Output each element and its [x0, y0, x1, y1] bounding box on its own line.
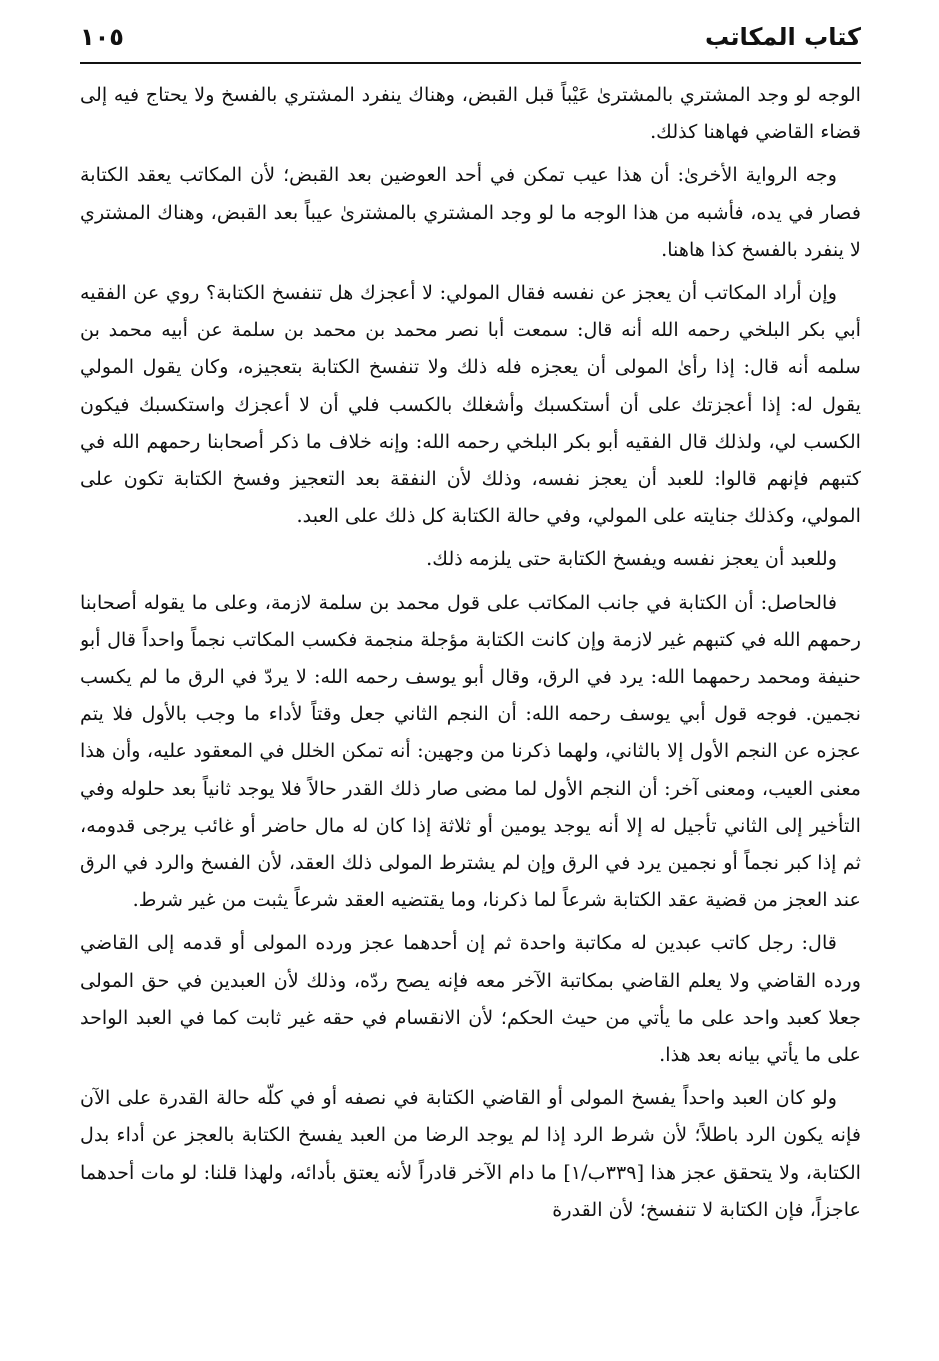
- paragraph: الوجه لو وجد المشتري بالمشترىٰ عَيْباً قبل القبض، وهناك ينفرد المشتري بالفسخ ولا يحتاج فيه إلى قضاء القاضي فهاهنا كذلك.: [80, 83, 861, 144]
- paragraph: فالحاصل: أن الكتابة في جانب المكاتب على قول محمد بن سلمة لازمة، وعلى ما يقوله أصحابنا رحمهم الله في كتبهم غير لازمة وإن كانت الكتابة مؤجلة منجمة فكسب المكاتب نجماً واحداً قال أبو حنيفة ومحمد رحمهما الله: يرد في الرق، وقال أبو يوسف رحمه الله: لا يردّ في الرق ما لم يكسب نجمين. فوجه قول أبي يوسف رحمه الله: أن النجم الثاني جعل وقتاً لأداء ما وجب بالأول فلا يتم عجزه عن النجم الأول إلا بالثاني، ولهما ذكرنا من وجهين: أنه تمكن الخلل في المعقود عليه، وأن هذا معنى العيب، ومعنى آخر: أن النجم الأول لما مضى صار ذلك القدر حالاً فلا يوجد ثانياً بعد حلوله وفي التأخير إلى الثاني تأجيل له إلا أنه يوجد يومين أو ثلاثة إذا كان له مال حاضر أو غائب يرجى قدومه، ثم إذا كبر نجماً أو نجمين يرد في الرق وإن لم يشترط المولى ذلك العقد، لأن الفسخ والرد في الرق عند العجز من قضية عقد الكتابة شرعاً لما ذكرنا، وما يقتضيه العقد شرعاً يثبت من غير شرط.: [80, 590, 861, 912]
- page-body: [80, 76, 861, 1339]
- paragraph: وإن أراد المكاتب أن يعجز عن نفسه فقال المولي: لا أعجزك هل تنفسخ الكتابة؟ روي عن الفقيه أبي بكر البلخي رحمه الله أنه قال: سمعت أبا نصر محمد بن محمد بن سلمة عن أبيه محمد بن سلمه أنه قال: إذا رأىٰ المولى أن يعجزه فله ذلك ولا تنفسخ الكتابة بتعجيزه، وكان يقول المولي يقول له: إذا أعجزتك على أن أستكسبك وأشغلك بالكسب فلي أن لا أعجزك واستكسبك فيكون الكسب لي، ولذلك قال الفقيه أبو بكر البلخي رحمه الله: وإنه خلاف ما ذكر أصحابنا رحمهم الله في كتبهم فإنهم قالوا: للعبد أن يعجز نفسه، وذلك لأن النفقة بعد التعجيز وفسخ الكتابة تكون على المولي، وكذلك جنايته على المولي، وفي حالة الكتابة كل ذلك على العبد.: [80, 281, 861, 528]
- paragraph: وجه الرواية الأخرىٰ: أن هذا عيب تمكن في أحد العوضين بعد القبض؛ لأن المكاتب يعقد الكتابة فصار في يده، فأشبه من هذا الوجه ما لو وجد المشتري بالمشترىٰ عيباً بعد القبض، وهناك المشتري لا ينفرد بالفسخ كذا هاهنا.: [80, 163, 861, 261]
- paragraph: قال: رجل كاتب عبدين له مكاتبة واحدة ثم إن أحدهما عجز ورده المولى أو قدمه إلى القاضي ورده القاضي ولا يعلم القاضي بمكاتبة الآخر معه فإنه يصح ردّه، وذلك لأن العبدين في حق المولى جعلا كعبد واحد على ما يأتي من حيث الحكم؛ لأن الانقسام في حقه غير ثابت كما في العبد الواحد على ما يأتي بيانه بعد هذا.: [80, 931, 861, 1067]
- header-divider: [80, 62, 861, 64]
- paragraph: ولو كان العبد واحداً يفسخ المولى أو القاضي الكتابة في نصفه أو في كلّه حالة القدرة على الآن فإنه يكون الرد باطلاً؛ لأن شرط الرد إذا لم يوجد الرضا من العبد يفسخ الكتابة بالعجز عن أداء بدل الكتابة، ولا يتحقق عجز هذا [٣٣٩ب/١] ما دام الآخر قادراً لأنه يعتق بأدائه، ولهذا قلنا: لو مات أحدهما عاجزاً، فإن الكتابة لا تنفسخ؛ لأن القدرة: [80, 1086, 861, 1221]
- page-header: [80, 14, 861, 60]
- page-number: ١٠٥: [80, 23, 124, 51]
- paragraph: وللعبد أن يعجز نفسه ويفسخ الكتابة حتى يلزمه ذلك.: [426, 547, 837, 571]
- book-title: كتاب المكاتب: [705, 23, 861, 51]
